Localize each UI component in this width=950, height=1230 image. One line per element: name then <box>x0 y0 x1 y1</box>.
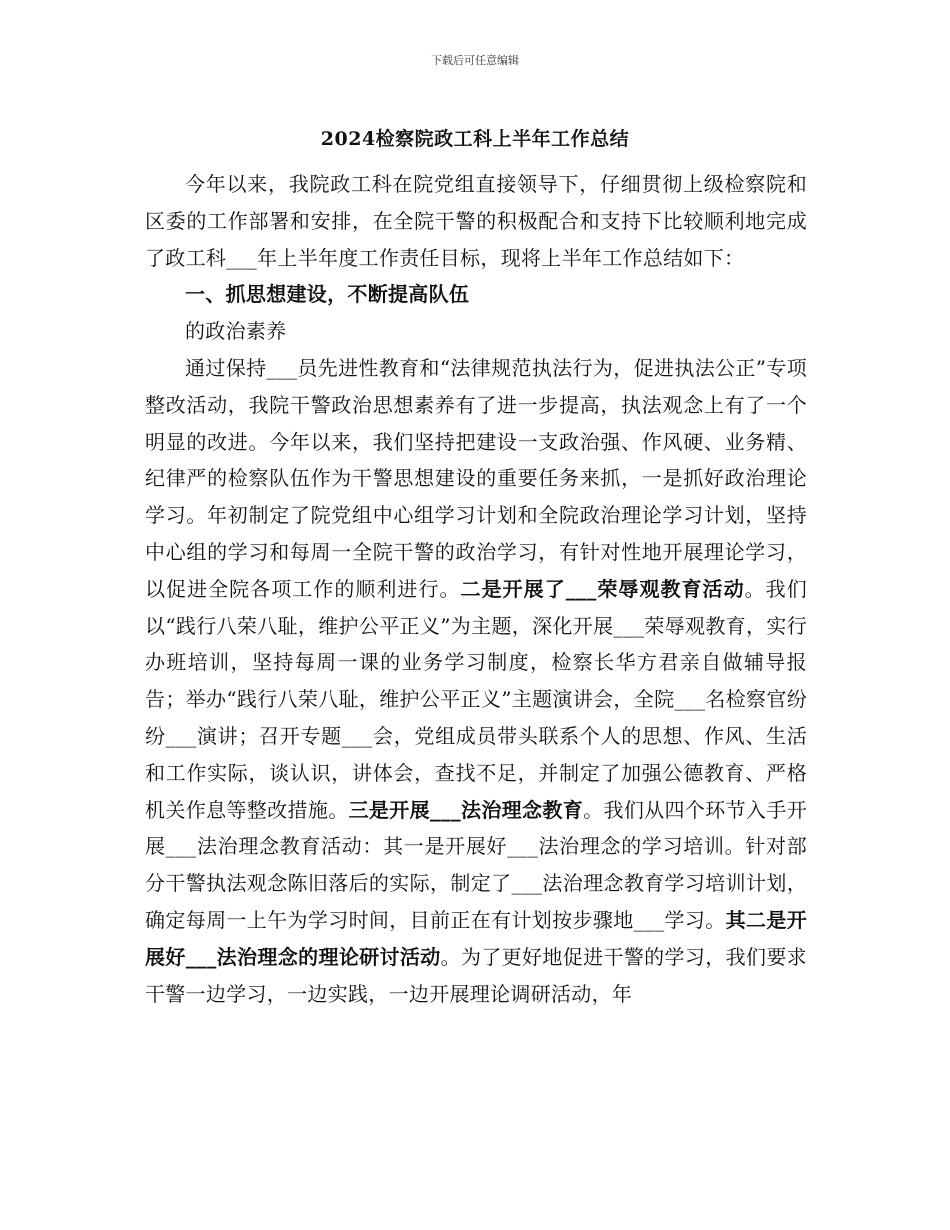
body-text: 通过保持___员先进性教育和“法律规范执法行为，促进执法公正”专项整改活动，我院干警政治思想素养有了进一步提高，执法观念上有了一个明显的改进。今年以来，我们坚持把建设一支政治强、作风硬、业务精、纪律严的检察队伍作为干警思想建设的重要任务来抓，一是抓好政治理论学习。年初制定了院党组中心组学习计划和全院政治理论学习计划，坚持中心组的学习和每周一全院干警的政治学习，有针对性地开展理论学习，以促进全院各项工作的顺利进行。 <box>145 355 807 601</box>
body-text: 。我们从四个环节入手开展___法治理念教育活动：其一是开展好___法治理念的学习培训。针对部分干警执法观念陈旧落后的实际，制定了___法治理念教育学习培训计划，确定每周一上午为学习时间，目前正在有计划按步骤地___学习。 <box>145 797 807 932</box>
body-text: 。我们以“践行八荣八耻，维护公平正义”为主题，深化开展___荣辱观教育，实行办班培训，坚持每周一课的业务学习制度，检察长华方君亲自做辅导报告；举办“践行八荣八耻，维护公平正义”主题演讲会，全院___名检察官纷纷___演讲；召开专题___会，党组成员带头联系个人的思想、作风、生活和工作实际，谈认识，讲体会，查找不足，并制定了加强公德教育、严格机关作息等整改措施。 <box>145 576 807 822</box>
body-paragraph <box>145 350 807 1012</box>
bold-point-3: 三是开展___法治理念教育 <box>348 797 584 822</box>
section-1-heading: 一、抓思想建设，不断提高队伍 <box>185 282 470 307</box>
body-text: 。为了更好地促进干警的学习，我们要求干警一边学习，一边实践，一边开展理论调研活动，年 <box>145 944 807 1006</box>
page-header-note: 下载后可任意编辑 <box>431 54 519 67</box>
document-title: 2024检察院政工科上半年工作总结 <box>320 128 630 150</box>
intro-paragraph: 今年以来，我院政工科在院党组直接领导下，仔细贯彻上级检察院和区委的工作部署和安排，在全院干警的积极配合和支持下比较顺利地完成了政工科___年上半年度工作责任目标，现将上半年工作总结如下： <box>145 172 807 270</box>
document-body <box>145 166 807 1012</box>
bold-point-2: 二是开展了___荣辱观教育活动 <box>460 576 745 601</box>
bold-point-4: 其二是开展好___法治理念的理论研讨活动 <box>145 907 807 969</box>
section-1-heading-continuation: 的政治素养 <box>185 319 287 344</box>
